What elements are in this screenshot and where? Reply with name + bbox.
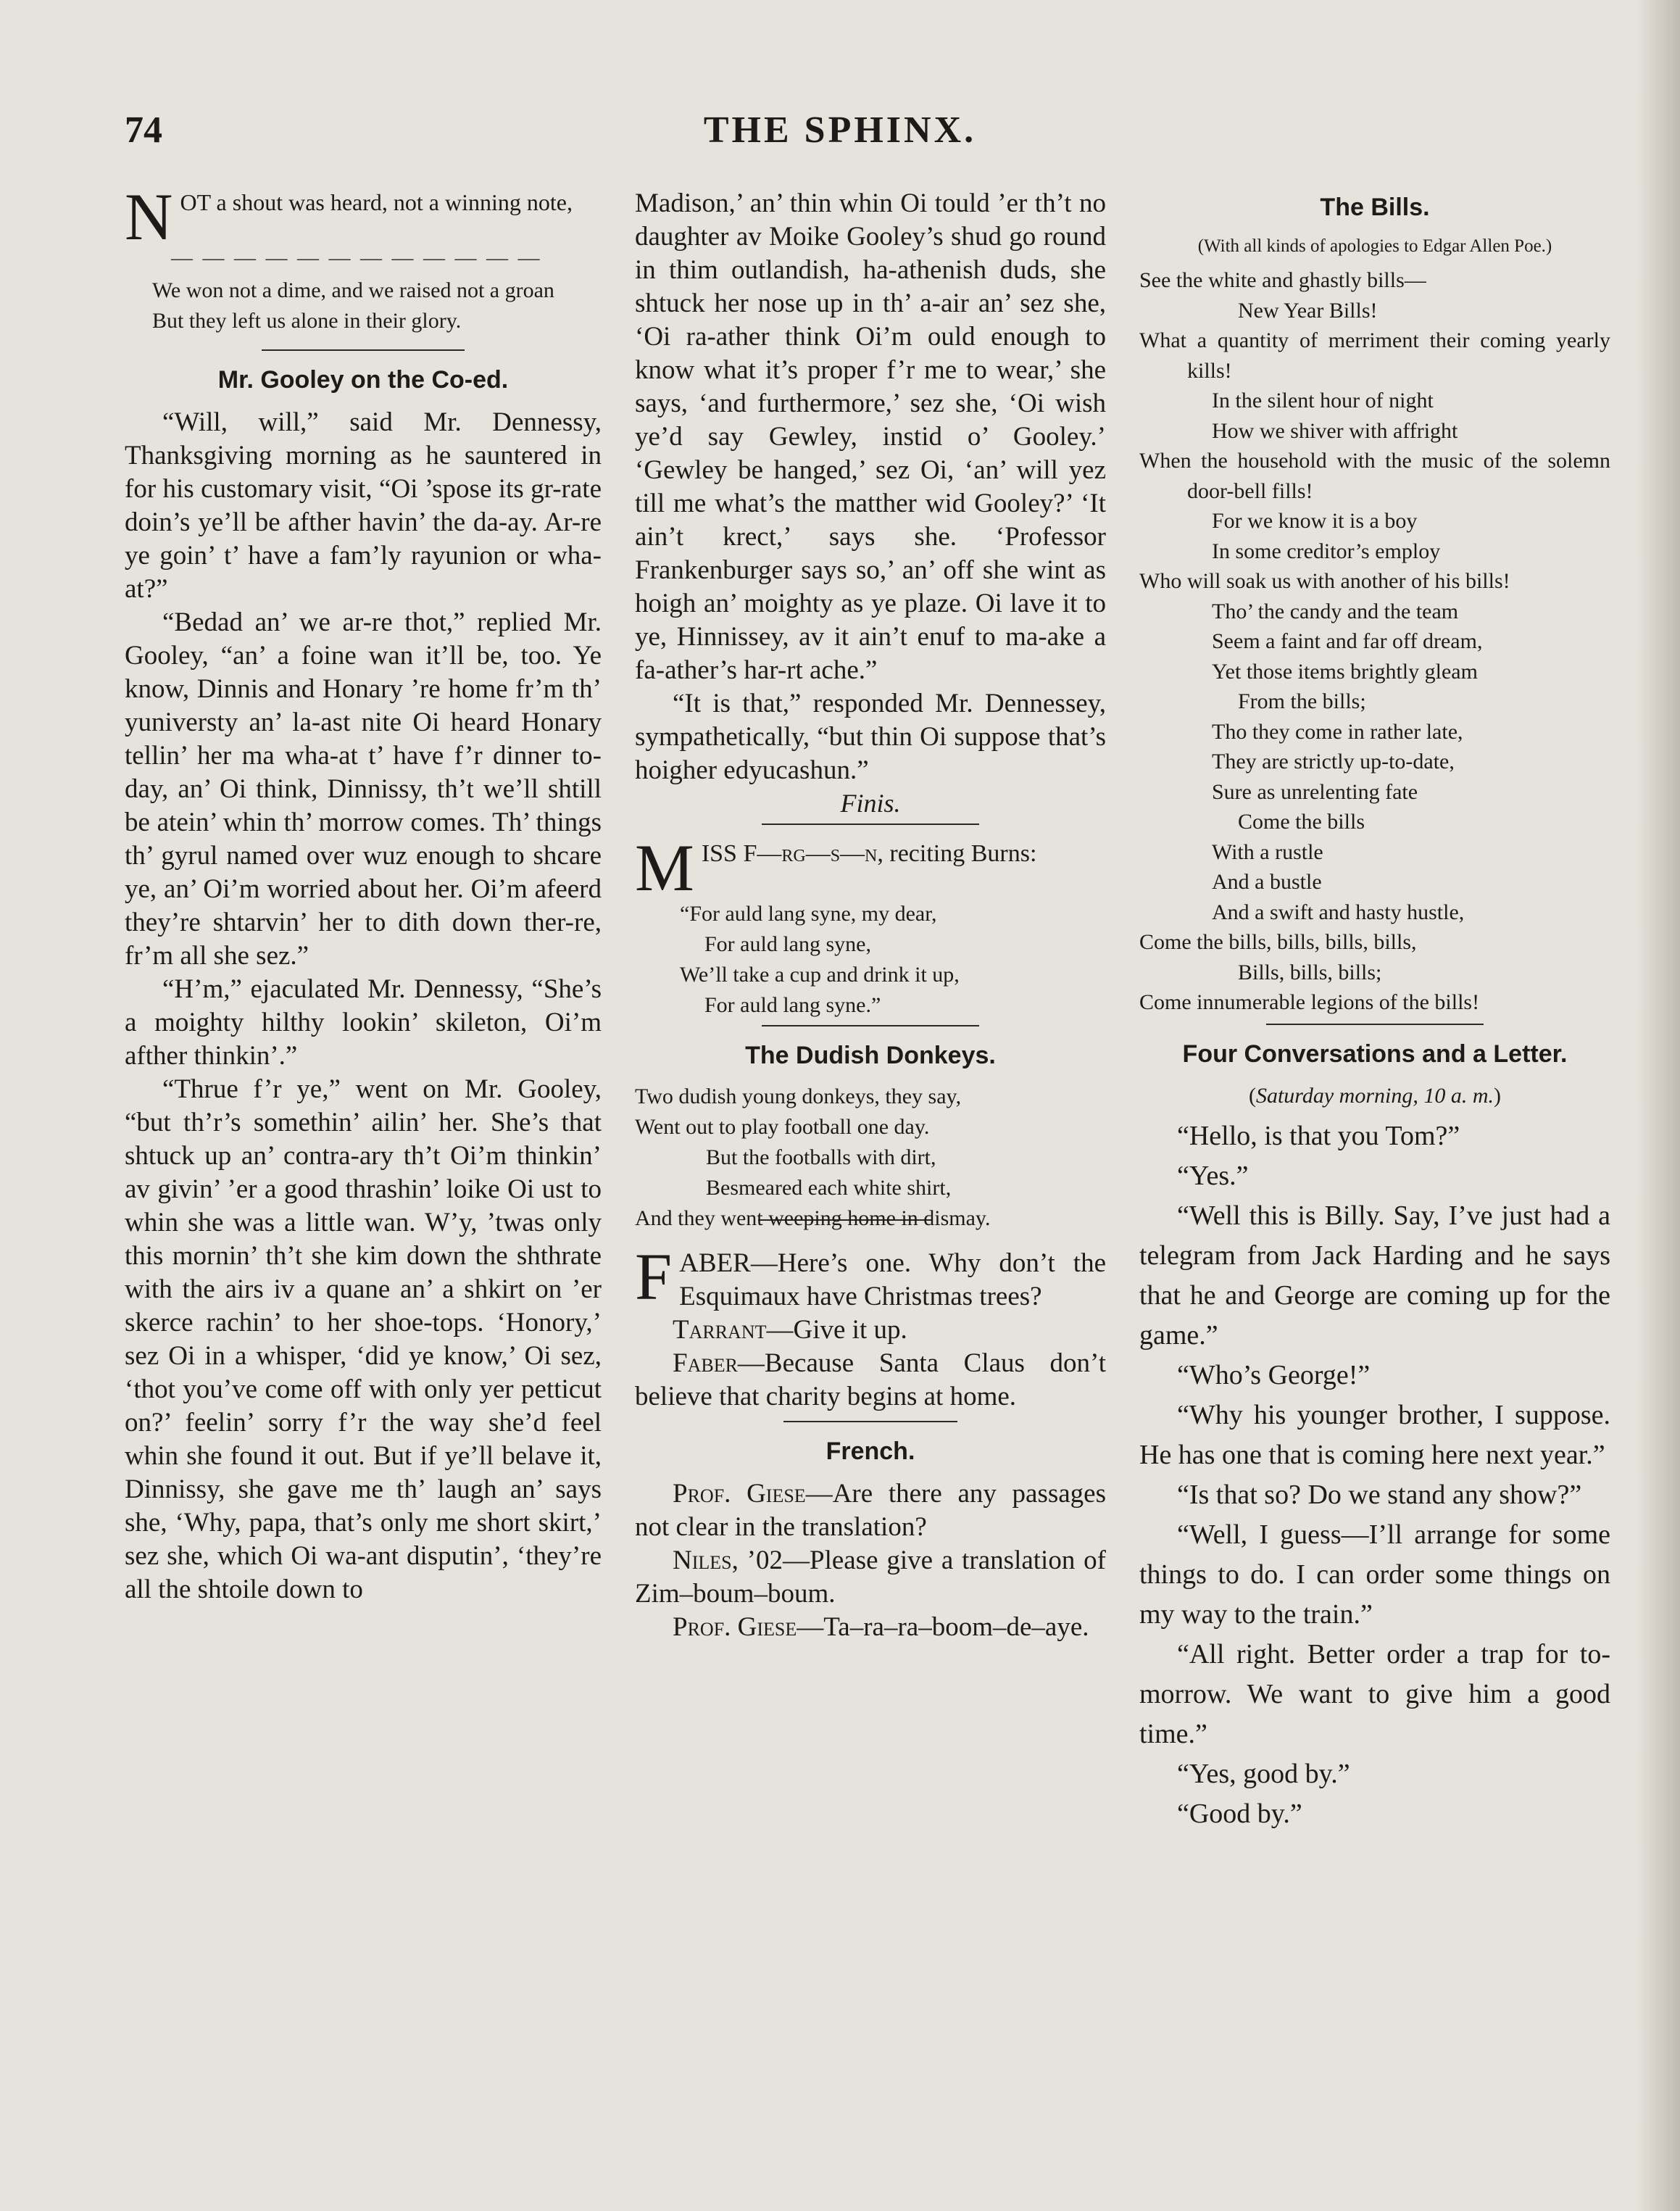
miss-text: reciting Burns: [883, 840, 1037, 867]
french-heading: French. [826, 1438, 915, 1465]
poem-line: But they left us alone in their glory. [152, 309, 462, 333]
poem-line: Come the bills [1238, 810, 1365, 834]
conversations-heading: Four Conversations and a Letter. [1182, 1040, 1568, 1068]
poem-line: New Year Bills! [1238, 298, 1378, 323]
dialogue-line: “Who’s George!” [1177, 1359, 1371, 1390]
speaker-name: ABER [679, 1248, 751, 1278]
dialogue-line: “Why his younger brother, I suppose. He has one that is coming here next year.” [1139, 1399, 1610, 1470]
poem-line: And a bustle [1212, 870, 1322, 894]
poem-line: Bills, bills, bills; [1238, 960, 1382, 984]
poem-line: Yet those items brightly gleam [1212, 659, 1478, 684]
joke-line: —Give it up. [766, 1315, 907, 1345]
gooley-heading: Mr. Gooley on the Co-ed. [217, 366, 509, 394]
article-paragraph: “Bedad an’ we ar-re thot,” replied Mr. Gooley, “an’ a foine wan it’ll be, too. Ye know, Dinnis and Honary ’re home fr’m th’ yuniversty an’ la-ast nite Oi heard Honary tellin’ her ma wha-at t’ have f’r dinner to-day, an’ Oi think, Dinnissy, th’t we’ll shtill be atein’ whin th’ morrow comes. Th’ things th’ gyrul named over wuz enough to shcare ye, an’ Oi’m worried about her. Oi’m afeerd they’re shtarvin’ her to dith down ther-re, fr’m all she sez.” [125, 607, 602, 971]
article-paragraph: “It is that,” responded Mr. Dennessey, sympathetically, “but thin Oi suppose that’s hoigher edyucashun.” [635, 689, 1106, 785]
dialogue-line: “Hello, is that you Tom?” [1177, 1120, 1460, 1151]
dateline-day: Saturday morning, [1255, 1083, 1424, 1108]
column-left [125, 180, 602, 1606]
bills-poem [1139, 265, 1610, 1018]
miss-item [635, 831, 1106, 905]
poem-line: Two dudish young donkeys, they say, [635, 1084, 962, 1108]
speaker-name: Tarrant [673, 1315, 767, 1345]
poem-line: And they went weeping home in dismay. [635, 1206, 991, 1230]
speaker-name: Faber [673, 1348, 738, 1378]
gooley-article-continued [635, 187, 1106, 787]
poem-line: What a quantity of merriment their coming yearly kills! [1139, 328, 1610, 383]
poem-line: In the silent hour of night [1212, 389, 1434, 412]
page-edge-shadow [1637, 0, 1680, 2211]
poem-line: We’ll take a cup and drink it up, [680, 963, 960, 987]
article-paragraph: Madison,’ an’ thin whin Oi tould ’er th’t no daughter av Moike Gooley’s shud go round in thim outlandish, ha-athenish duds, she shtuck her nose up in th’ a-air an’ sez she, ‘Oi ra-ather think Oi’m ould enough to know what it’s proper f’r me to wear,’ she says, ‘and furthermore,’ sez she, ‘Oi wish ye’d say Gewley, instid o’ Gooley.’ ‘Gewley be hanged,’ sez Oi, ‘an’ will yez till me what’s the matther wid Gooley?’ ‘It ain’t krect,’ says she. ‘Professor Frankenburger says so,’ an’ off she wint as hoigh an’ moighty as ye plaze. Oi lave it to ye, Hinnissey, av it ain’t enuf to ma-ake a fa-ather’s har-rt ache.” [635, 188, 1106, 685]
section-divider [1266, 1024, 1484, 1025]
poem-line: For auld lang syne, [704, 932, 871, 956]
conversation-text [1139, 1116, 1610, 1834]
speaker-name: Niles, ’02 [673, 1546, 783, 1575]
speaker-name: Prof. Giese [673, 1612, 797, 1642]
joke-line: —Because Santa Claus don’t believe that charity begins at home. [635, 1348, 1106, 1411]
speaker-name: Prof. Giese [673, 1479, 806, 1509]
miss-name: F—rg—s—n, [743, 840, 883, 867]
poem-line: Sure as unrelenting fate [1212, 779, 1418, 804]
article-paragraph: “Will, will,” said Mr. Dennessy, Thanksgiving morning as he sauntered in for his customary visit, “Oi ’spose its gr-rate doin’s ye’ll be afther havin’ the da-ay. Ar-re ye goin’ t’ have a fam’ly rayunion or wha-at?” [125, 407, 602, 604]
dudish-heading: The Dudish Donkeys. [745, 1042, 996, 1069]
conversations-dateline: (Saturday morning, 10 a. m.) [1248, 1083, 1502, 1108]
poem-line: For we know it is a boy [1212, 509, 1418, 533]
section-divider [783, 1421, 957, 1422]
column-right [1139, 187, 1610, 1834]
french-joke [635, 1477, 1106, 1644]
dialogue-line: “Good by.” [1177, 1798, 1302, 1829]
poem-line: From the bills; [1238, 689, 1366, 713]
poem-line: Tho they come in rather late, [1212, 719, 1463, 744]
page-header [0, 109, 1680, 167]
poem-line: Who will soak us with another of his bills! [1139, 569, 1510, 593]
article-paragraph: “Thrue f’r ye,” went on Mr. Gooley, “but th’r’s somethin’ ailin’ her. She’s that shtuck up an’ contra-ary th’t Oi’m thinkin’ av givin’ ’er a good thrashin’ loike Oi ust to whin she was a little wan. W’y, ’twas only this mornin’ th’t she kim down the shthrate with the airs iv a quane an’ a shkirt on ’er skerce rachin’ to her shoe-tops. ‘Honory,’ sez Oi in a whisper, ‘did ye know,’ Oi sez, ‘thot you’ve come off with only yer petticut on?’ feelin’ sorry f’r the way she’d feel whin she found it out. But if ye’ll belave it, Dinnissy, she gave me th’ laugh an’ says she, ‘Why, papa, that’s only me short skirt,’ sez she, which Oi wa-ant disputin’, ‘they’re all the shtoile down to [125, 1074, 602, 1604]
dropcap-n: N [125, 180, 173, 254]
bills-subtitle: (With all kinds of apologies to Edgar Allen Poe.) [1197, 236, 1552, 256]
dropcap-m: M [635, 831, 694, 905]
poem-line: Went out to play football one day. [635, 1115, 930, 1139]
poem-line: OT a shout was heard, not a winning note, [180, 189, 573, 215]
opening-poem [125, 180, 602, 254]
dropcap-f: F [635, 1240, 673, 1314]
dialogue-line: “Yes, good by.” [1177, 1758, 1350, 1789]
joke-line: —Ta–ra–ra–boom–de–aye. [797, 1612, 1089, 1642]
faber-joke [635, 1240, 1106, 1414]
dialogue-line: “Is that so? Do we stand any show?” [1177, 1479, 1582, 1510]
poem-line: Seem a faint and far off dream, [1212, 629, 1483, 653]
dateline-time: 10 a. m. [1423, 1083, 1494, 1108]
dialogue-line: “All right. Better order a trap for to-morrow. We want to give him a good time.” [1139, 1638, 1610, 1749]
gooley-article [125, 406, 602, 1606]
joke-line: —Please give a translation of Zim–boum–boum. [635, 1546, 1106, 1609]
poem-line: In some creditor’s employ [1212, 539, 1441, 563]
poem-line: Come the bills, bills, bills, bills, [1139, 930, 1417, 954]
dialogue-line: “Well, I guess—I’ll arrange for some things to do. I can order some things on my way to the train.” [1139, 1519, 1610, 1630]
column-middle [635, 187, 1106, 1644]
poem-line: Tho’ the candy and the team [1212, 599, 1459, 623]
poem-line: For auld lang syne.” [704, 993, 881, 1017]
poem-line: We won not a dime, and we raised not a groan [152, 278, 554, 302]
page-number: 74 [125, 109, 162, 151]
section-divider [262, 349, 465, 351]
poem-line: But the footballs with dirt, [706, 1145, 936, 1169]
bills-heading: The Bills. [1320, 194, 1430, 221]
miss-text: ISS [701, 840, 744, 867]
article-paragraph: “H’m,” ejaculated Mr. Dennessy, “She’s a moighty hilthy lookin’ skileton, Oi’m afther thinkin’.” [125, 974, 602, 1071]
section-divider [762, 824, 979, 825]
dialogue-line: “Yes.” [1177, 1160, 1249, 1191]
poem-line: Besmeared each white shirt, [706, 1176, 952, 1200]
joke-line: —Are there any passages not clear in the translation? [635, 1479, 1106, 1542]
poem-line: How we shiver with affright [1212, 418, 1458, 443]
poem-line: And a swift and hasty hustle, [1212, 900, 1465, 924]
poem-ellipsis-dashes: — — — — — — — — — — — — [171, 246, 542, 270]
section-divider [762, 1025, 979, 1026]
poem-line: See the white and ghastly bills— [1139, 268, 1426, 292]
dialogue-line: “Well this is Billy. Say, I’ve just had a telegram from Jack Harding and he says that he and George are coming up for the game.” [1139, 1200, 1610, 1351]
finis-mark: Finis. [840, 789, 901, 818]
poem-line: Come innumerable legions of the bills! [1139, 990, 1480, 1014]
poem-line: When the household with the music of the solemn door-bell fills! [1139, 449, 1610, 503]
magazine-title: THE SPHINX. [703, 109, 977, 151]
poem-line: “For auld lang syne, my dear, [680, 902, 937, 926]
poem-line: They are strictly up-to-date, [1212, 750, 1455, 773]
poem-line: With a rustle [1212, 839, 1323, 864]
joke-line: —Here’s one. Why don’t the Esquimaux have Christmas trees? [679, 1248, 1106, 1311]
